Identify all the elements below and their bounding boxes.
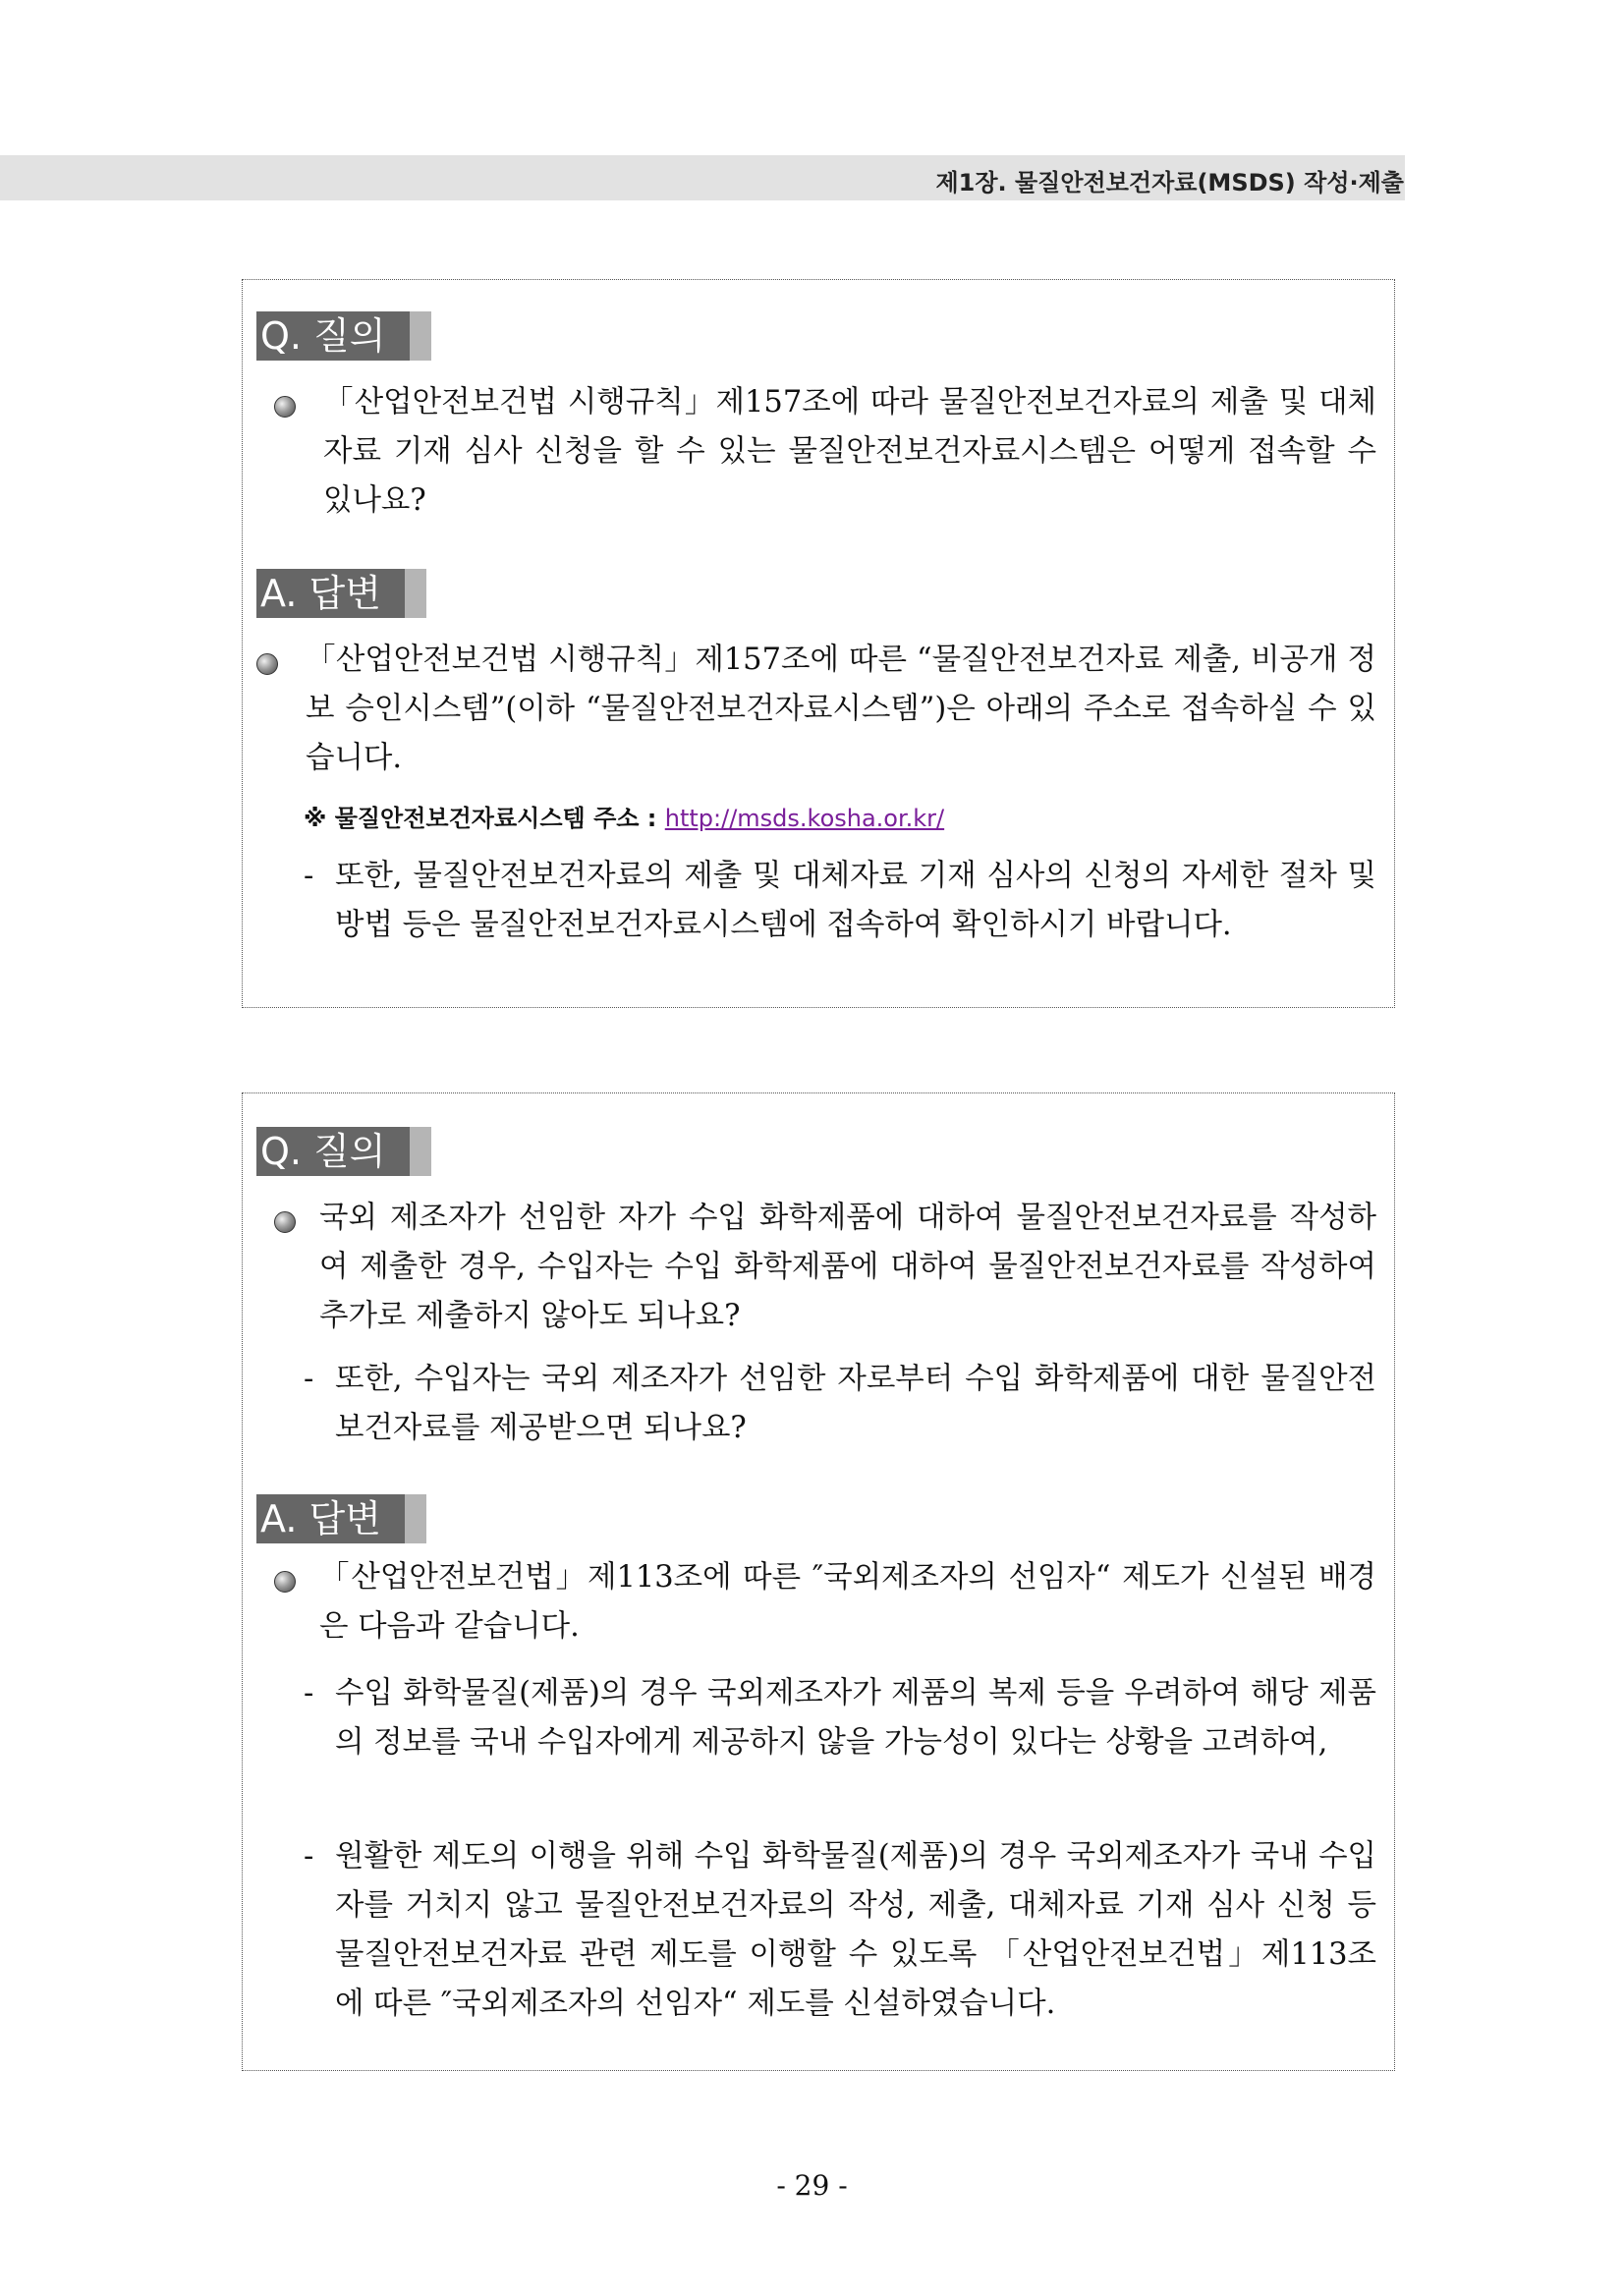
answer-detail-text: 또한, 물질안전보건자료의 제출 및 대체자료 기재 심사의 신청의 자세한 절차 및 방법 등은 물질안전보건자료시스템에 접속하여 확인하시기 바랍니다. [335, 859, 1376, 942]
chapter-title: 제1장. 물질안전보건자료(MSDS) 작성·제출 [935, 169, 1404, 196]
qa-box-1 [242, 279, 1395, 1008]
qa-box-2 [242, 1092, 1395, 2071]
msds-system-link[interactable]: http://msds.kosha.or.kr/ [664, 805, 945, 832]
bullet-icon [274, 1571, 296, 1593]
dash-marker: - [304, 1676, 314, 1710]
question-text: 「산업안전보건법 시행규칙」제157조에 따라 물질안전보건자료의 제출 및 대체자료 기재 심사 신청을 할 수 있는 물질안전보건자료시스템은 어떻게 접속할 수 있나요? [323, 385, 1376, 518]
dash-marker: - [304, 859, 314, 893]
answer-detail-text-1: 수입 화학물질(제품)의 경우 국외제조자가 제품의 복제 등을 우려하여 해당 제품의 정보를 국내 수입자에게 제공하지 않을 가능성이 있다는 상황을 고려하여, [335, 1676, 1376, 1760]
bullet-icon [274, 396, 296, 418]
answer-detail-text-2: 원활한 제도의 이행을 위해 수입 화학물질(제품)의 경우 국외제조자가 국내 수입자를 거치지 않고 물질안전보건자료의 작성, 제출, 대체자료 기재 심사 신청 등 물질안전보건자료 관련 제도를 이행할 수 있도록 「산업안전보건법」제113조에 따른 ″국외제조자의 선임자“ 제도를 신설하였습니다. [335, 1839, 1376, 2021]
question-detail-text: 또한, 수입자는 국외 제조자가 선임한 자로부터 수입 화학제품에 대한 물질안전보건자료를 제공받으면 되나요? [335, 1362, 1376, 1445]
answer-text: 「산업안전보건법 시행규칙」제157조에 따른 “물질안전보건자료 제출, 비공개 정보 승인시스템”(이하 “물질안전보건자료시스템”)은 아래의 주소로 접속하실 수 있습니다. [306, 643, 1376, 775]
question-label: Q. 질의 [256, 311, 431, 361]
note-prefix: ※ 물질안전보건자료시스템 주소 : [304, 805, 657, 832]
answer-text: 「산업안전보건법」제113조에 따른 ″국외제조자의 선임자“ 제도가 신설된 배경은 다음과 같습니다. [319, 1560, 1376, 1644]
system-address-note [304, 801, 944, 836]
bullet-icon [256, 653, 278, 675]
page-number: - 29 - [776, 2169, 848, 2202]
question-label: Q. 질의 [256, 1127, 431, 1176]
dash-marker: - [304, 1362, 314, 1396]
answer-label: A. 답변 [256, 569, 426, 618]
answer-label: A. 답변 [256, 1494, 426, 1543]
bullet-icon [274, 1211, 296, 1233]
dash-marker: - [304, 1839, 314, 1874]
question-text: 국외 제조자가 선임한 자가 수입 화학제품에 대하여 물질안전보건자료를 작성하여 제출한 경우, 수입자는 수입 화학제품에 대하여 물질안전보건자료를 작성하여 추가로 제출하지 않아도 되나요? [319, 1201, 1376, 1333]
